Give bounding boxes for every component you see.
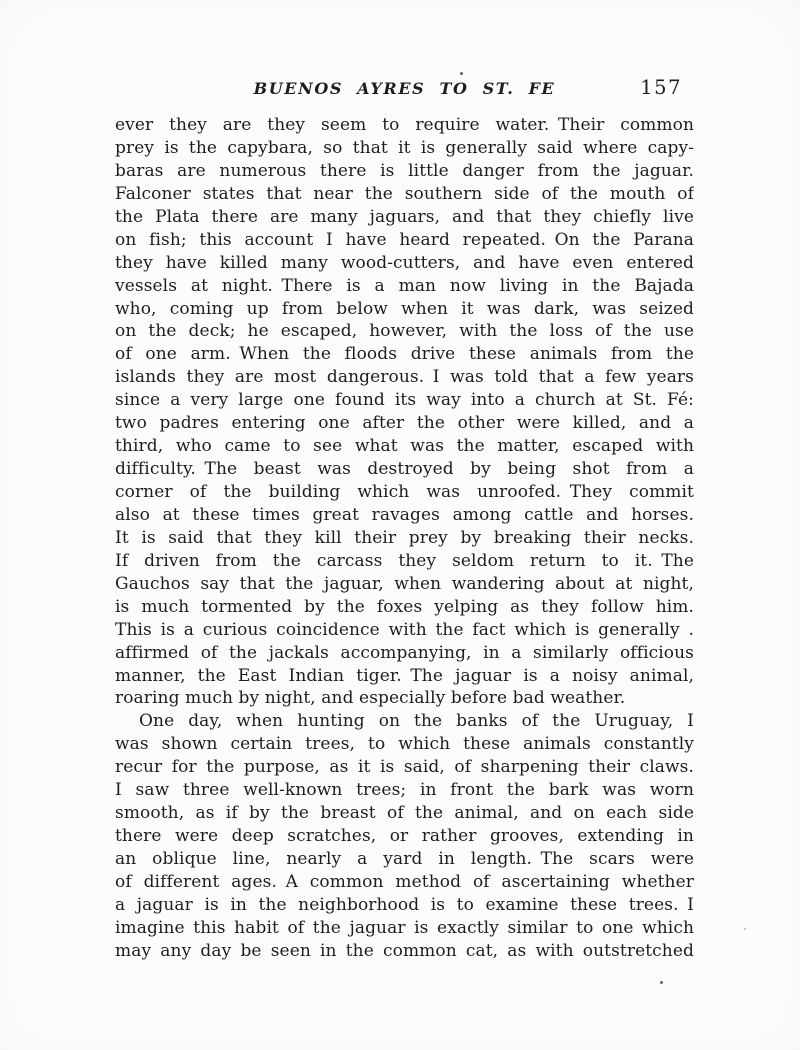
- text-line: Falconer states that near the southern side of the mouth of: [115, 183, 694, 204]
- text-line: was shown certain trees, to which these animals constantly: [115, 734, 694, 755]
- text-line: difficulty. The beast was destroyed by being shot from a: [115, 459, 694, 480]
- text-line: Gauchos say that the jaguar, when wandering about at night,: [115, 573, 694, 594]
- text-line: If driven from the carcass they seldom return to it. The: [115, 550, 694, 571]
- text-line: also at these times great ravages among cattle and horses.: [115, 504, 694, 525]
- text-line: This is a curious coincidence with the fact which is generally .: [115, 619, 694, 640]
- text-line: affirmed of the jackals accompanying, in a similarly officious: [115, 642, 694, 663]
- scan-speck: [660, 981, 663, 984]
- text-line: baras are numerous there is little danger from the jaguar.: [115, 160, 694, 181]
- text-line: two padres entering one after the other were killed, and a: [115, 413, 694, 434]
- text-line: smooth, as if by the breast of the animal, and on each side: [115, 803, 694, 824]
- text-line: the Plata there are many jaguars, and that they chiefly live: [115, 206, 694, 227]
- text-line: a jaguar is in the neighborhood is to examine these trees. I: [115, 894, 694, 915]
- text-line: an oblique line, nearly a yard in length. The scars were: [115, 849, 694, 869]
- text-line: on fish; this account I have heard repeated. On the Parana: [115, 229, 694, 250]
- text-line: It is said that they kill their prey by breaking their necks.: [115, 527, 694, 548]
- text-line: vessels at night. There is a man now living in the Bajada: [115, 275, 694, 296]
- chapter-running-title: BUENOS AYRES TO ST. FE: [253, 79, 556, 98]
- text-line: who, coming up from below when it was dark, was seized: [115, 298, 694, 319]
- paragraph: [115, 710, 694, 962]
- scan-speck: [460, 72, 463, 75]
- paragraph: [115, 114, 694, 710]
- text-line: roaring much by night, and especially before bad weather.: [115, 688, 626, 709]
- text-line: on the deck; he escaped, however, with the loss of the use: [115, 321, 694, 342]
- text-line: third, who came to see what was the matter, escaped with: [115, 436, 694, 457]
- text-line: corner of the building which was unroofed. They commit: [115, 482, 694, 502]
- text-line: of different ages. A common method of ascertaining whether: [115, 871, 694, 892]
- text-line: since a very large one found its way into a church at St. Fé:: [115, 390, 694, 411]
- text-line: imagine this habit of the jaguar is exactly similar to one which: [115, 917, 694, 938]
- page-number: 157: [640, 76, 682, 99]
- text-line: of one arm. When the floods drive these animals from the: [115, 344, 694, 365]
- text-line: recur for the purpose, as it is said, of sharpening their claws.: [115, 757, 694, 778]
- text-line: islands they are most dangerous. I was told that a few years: [115, 367, 694, 388]
- text-line: One day, when hunting on the banks of the Uruguay, I: [139, 711, 694, 732]
- text-line: is much tormented by the foxes yelping as they follow him.: [115, 596, 694, 617]
- text-line: may any day be seen in the common cat, as with outstretched: [115, 940, 694, 961]
- text-line: they have killed many wood-cutters, and have even entered: [115, 252, 694, 273]
- text-line: prey is the capybara, so that it is generally said where capy-: [115, 137, 694, 158]
- text-line: I saw three well-known trees; in front the bark was worn: [115, 780, 694, 801]
- scan-speck: [744, 928, 746, 930]
- running-header: [115, 78, 694, 100]
- page-body: [115, 114, 694, 963]
- text-line: manner, the East Indian tiger. The jaguar is a noisy animal,: [115, 665, 694, 686]
- text-line: ever they are they seem to require water. Their common: [115, 115, 694, 135]
- text-line: there were deep scratches, or rather grooves, extending in: [115, 826, 694, 847]
